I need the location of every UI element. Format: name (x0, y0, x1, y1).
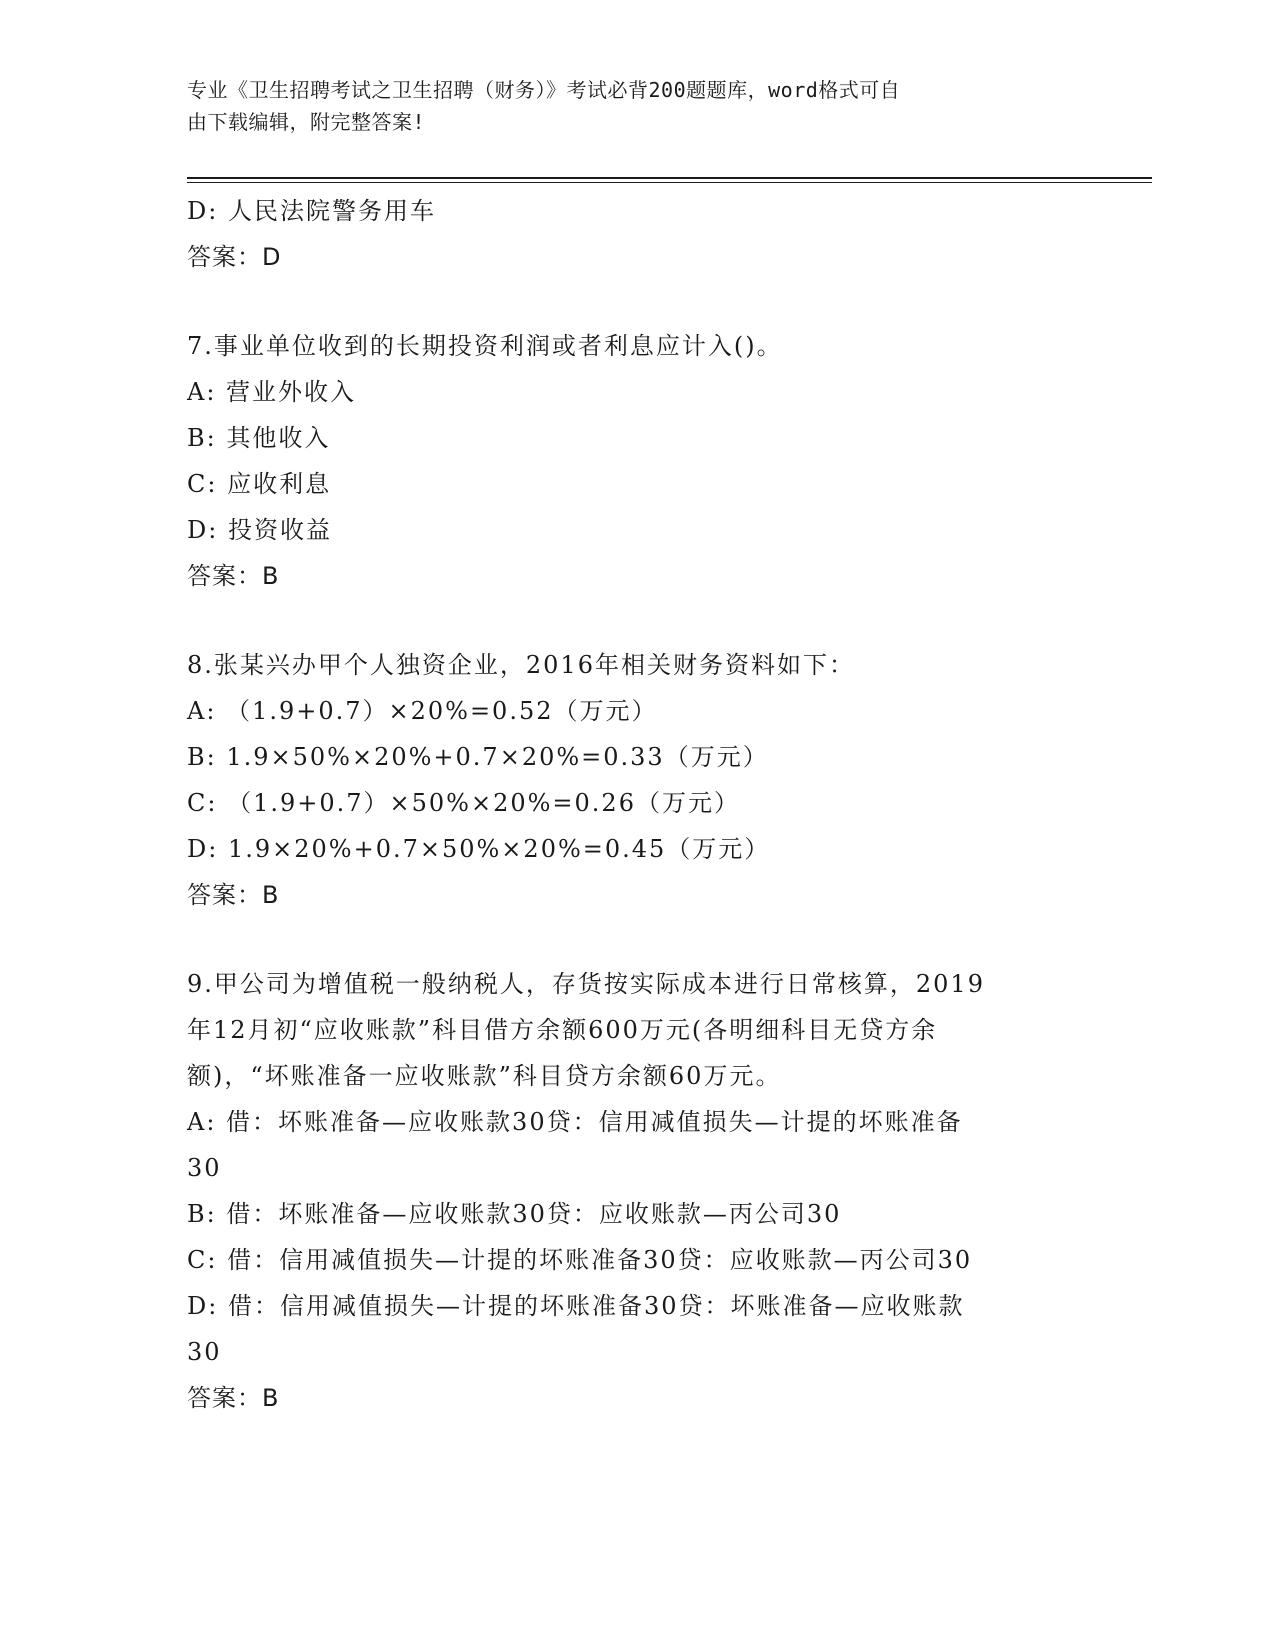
q9-option-a-line-1: A: 借：坏账准备—应收账款30贷：信用减值损失—计提的坏账准备 (187, 1108, 963, 1136)
q8-option-c: C: （1.9+0.7）×50%×20%=0.26（万元） (187, 789, 740, 817)
q7-option-b: B: 其他收入 (187, 424, 331, 452)
question-7 (187, 323, 1067, 599)
q7-option-d: D: 投资收益 (187, 516, 332, 544)
q9-stem-line-1: 9.甲公司为增值税一般纳税人，存货按实际成本进行日常核算，2019 (187, 970, 985, 998)
q9-stem-line-2: 年12月初“应收账款”科目借方余额600万元(各明细科目无贷方余 (187, 1016, 938, 1044)
q7-answer: 答案：B (187, 562, 280, 590)
q8-answer: 答案：B (187, 881, 280, 909)
q7-option-c: C: 应收利息 (187, 470, 332, 498)
header-divider-thin (187, 182, 1152, 183)
q8-stem: 8.张某兴办甲个人独资企业，2016年相关财务资料如下： (187, 651, 855, 679)
q9-option-c: C: 借：信用减值损失—计提的坏账准备30贷：应收账款—丙公司30 (187, 1246, 973, 1274)
q8-option-b: B: 1.9×50%×20%+0.7×20%=0.33（万元） (187, 743, 769, 771)
spacer (187, 280, 1067, 323)
spacer (187, 599, 1067, 642)
q9-option-d-line-1: D: 借：信用减值损失—计提的坏账准备30贷：坏账准备—应收账款 (187, 1292, 965, 1320)
q9-answer: 答案：B (187, 1384, 280, 1412)
q9-option-b: B: 借：坏账准备—应收账款30贷：应收账款—丙公司30 (187, 1200, 842, 1228)
q8-option-d: D: 1.9×20%+0.7×50%×20%=0.45（万元） (187, 835, 771, 863)
header-line-1: 专业《卫生招聘考试之卫生招聘（财务）》考试必背200题题库，word格式可自 (187, 78, 901, 102)
header-line-2: 由下载编辑，附完整答案! (187, 110, 426, 134)
q8-option-a: A: （1.9+0.7）×20%=0.52（万元） (187, 697, 658, 725)
q7-stem: 7.事业单位收到的长期投资利润或者利息应计入()。 (187, 332, 783, 360)
header-divider-thick (187, 177, 1152, 179)
q7-option-a: A: 营业外收入 (187, 378, 357, 406)
question-8 (187, 642, 1067, 918)
q6-answer: 答案：D (187, 243, 282, 271)
question-9 (187, 961, 1067, 1421)
question-6 (187, 188, 1067, 280)
q9-option-a-line-2: 30 (187, 1154, 222, 1182)
q9-stem-line-3: 额)，“坏账准备一应收账款”科目贷方余额60万元。 (187, 1062, 782, 1090)
q9-option-d-line-2: 30 (187, 1338, 222, 1366)
document-header (187, 74, 1067, 138)
spacer (187, 918, 1067, 961)
q6-option-d: D: 人民法院警务用车 (187, 197, 436, 225)
question-list (187, 188, 1067, 1421)
